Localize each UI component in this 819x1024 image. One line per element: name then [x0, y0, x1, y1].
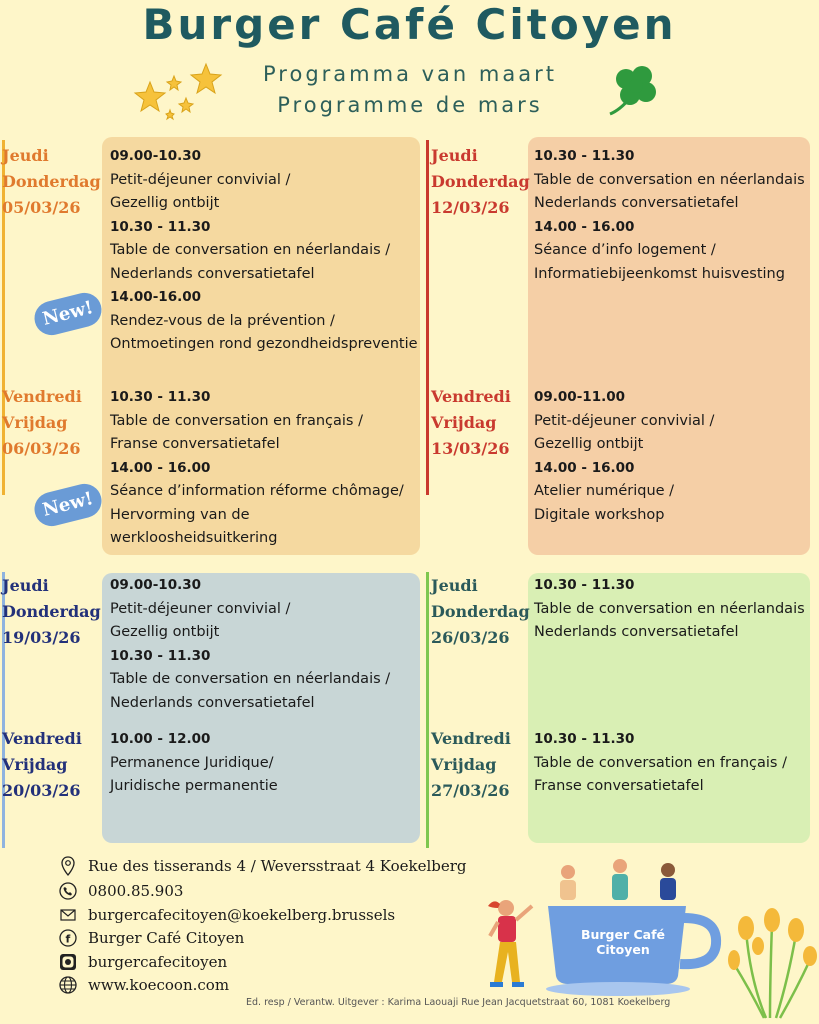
event-description: Table de conversation en néerlandais /	[110, 671, 391, 687]
event-description: Ontmoetingen rond gezondheidspreventie	[110, 336, 418, 352]
event-description: Permanence Juridique/	[110, 754, 274, 771]
event-description: Nederlands conversatietafel	[534, 195, 739, 211]
day-date: 05/03/26	[2, 198, 81, 217]
events-20-03	[110, 728, 278, 799]
instagram-icon	[58, 952, 78, 972]
footer-publisher: Ed. resp / Verantw. Uitgever : Karima Laouaji Rue Jean Jacquetstraat 60, 1081 Koekelberg	[246, 997, 671, 1008]
day-nl: Vrijdag	[2, 755, 68, 774]
contact-website[interactable]: www.koecoon.com	[58, 973, 229, 997]
day-nl: Vrijdag	[2, 413, 68, 432]
day-date: 12/03/26	[431, 198, 510, 217]
day-fr: Jeudi	[431, 576, 478, 595]
event-description: Table de conversation en néerlandais	[534, 171, 805, 188]
subtitle-fr: Programme de mars	[277, 93, 543, 117]
event-description: Nederlands conversatietafel	[110, 694, 315, 711]
new-badge-chomage: New!	[31, 480, 105, 529]
clover-icon	[606, 62, 664, 120]
day-nl: Donderdag	[431, 172, 530, 191]
events-12-03	[534, 145, 805, 286]
event-description: Digitale workshop	[534, 506, 665, 523]
event-time: 10.30 - 11.30	[534, 148, 635, 164]
event-description: Petit-déjeuner convivial /	[110, 171, 291, 188]
event-time: 10.30 - 11.30	[110, 647, 211, 664]
tulips-icon	[726, 900, 818, 1022]
day-date: 13/03/26	[431, 439, 510, 458]
day-nl: Donderdag	[431, 602, 530, 621]
event-time: 10.30 - 11.30	[534, 577, 635, 593]
event-time: 10.30 - 11.30	[534, 731, 635, 747]
events-06-03	[110, 386, 404, 551]
event-description: Franse conversatietafel	[534, 778, 704, 794]
event-description: werkloosheidsuitkering	[110, 530, 278, 546]
events-05-03	[110, 145, 418, 357]
event-description: Petit-déjeuner convivial /	[110, 600, 291, 617]
event-description: Informatiebijeenkomst huisvesting	[534, 265, 785, 282]
day-fr: Jeudi	[431, 146, 478, 165]
event-description: Table de conversation en néerlandais /	[110, 242, 391, 258]
day-date: 19/03/26	[2, 628, 81, 647]
facebook-icon	[58, 928, 78, 948]
svg-text:f: f	[65, 932, 71, 946]
day-label-13-03	[431, 384, 511, 462]
event-time: 10.30 - 11.30	[110, 218, 211, 235]
day-label-20-03	[2, 726, 82, 804]
new-badge-prevention: New!	[31, 289, 105, 338]
day-nl: Donderdag	[2, 602, 101, 621]
event-description: Table de conversation en français /	[534, 754, 787, 771]
event-description: Séance d’information réforme chômage/	[110, 483, 404, 499]
cup-label: Burger Café Citoyen	[580, 927, 666, 957]
contact-phone[interactable]: 0800.85.903	[58, 879, 183, 903]
event-description: Franse conversatietafel	[110, 436, 280, 452]
event-time: 14.00-16.00	[110, 289, 202, 305]
event-description: Nederlands conversatietafel	[534, 624, 739, 640]
events-26-03	[534, 574, 805, 645]
day-fr: Vendredi	[2, 729, 82, 748]
event-description: Juridische permanentie	[110, 778, 278, 794]
event-description: Petit-déjeuner convivial /	[534, 412, 715, 429]
globe-icon	[58, 975, 78, 995]
day-label-05-03	[2, 143, 101, 221]
event-time: 09.00-10.30	[110, 577, 202, 593]
day-label-26-03	[431, 573, 530, 651]
event-description: Table de conversation en néerlandais	[534, 600, 805, 617]
day-fr: Vendredi	[2, 387, 82, 406]
subtitle-nl: Programma van maart	[263, 62, 557, 86]
day-fr: Vendredi	[431, 387, 511, 406]
events-27-03	[534, 728, 787, 799]
event-time: 14.00 - 16.00	[534, 459, 635, 476]
day-fr: Vendredi	[431, 729, 511, 748]
page-title: Burger Café Citoyen	[142, 0, 677, 49]
day-fr: Jeudi	[2, 576, 49, 595]
contact-address: Rue des tisserands 4 / Weversstraat 4 Koekelberg	[58, 854, 467, 878]
event-description: Rendez-vous de la prévention /	[110, 312, 335, 329]
event-time: 14.00 - 16.00	[534, 218, 635, 235]
event-description: Gezellig ontbijt	[110, 624, 220, 640]
day-date: 27/03/26	[431, 781, 510, 800]
day-label-27-03	[431, 726, 511, 804]
event-description: Gezellig ontbijt	[110, 195, 220, 211]
day-fr: Jeudi	[2, 146, 49, 165]
events-19-03	[110, 574, 390, 715]
day-label-19-03	[2, 573, 101, 651]
day-nl: Vrijdag	[431, 413, 497, 432]
woman-illustration-icon	[478, 896, 540, 996]
day-date: 06/03/26	[2, 439, 81, 458]
event-time: 09.00-10.30	[110, 148, 202, 164]
contact-facebook[interactable]: f Burger Café Citoyen	[58, 926, 244, 950]
event-time: 10.30 - 11.30	[110, 389, 211, 405]
contact-email[interactable]: burgercafecitoyen@koekelberg.brussels	[58, 903, 395, 927]
day-label-06-03	[2, 384, 82, 462]
mail-icon	[58, 905, 78, 925]
contact-instagram[interactable]: burgercafecitoyen	[58, 950, 227, 974]
events-13-03	[534, 386, 714, 527]
event-description: Hervorming van de	[110, 506, 250, 523]
day-label-12-03	[431, 143, 530, 221]
day-nl: Vrijdag	[431, 755, 497, 774]
event-description: Gezellig ontbijt	[534, 436, 644, 452]
day-date: 20/03/26	[2, 781, 81, 800]
event-time: 10.00 - 12.00	[110, 731, 211, 747]
week2-left-line	[426, 140, 429, 495]
event-time: 09.00-11.00	[534, 389, 626, 405]
location-pin-icon	[58, 856, 78, 876]
event-time: 14.00 - 16.00	[110, 459, 211, 476]
day-nl: Donderdag	[2, 172, 101, 191]
event-description: Table de conversation en français /	[110, 412, 363, 429]
week4-left-line	[426, 572, 429, 848]
event-description: Atelier numérique /	[534, 483, 675, 499]
day-date: 26/03/26	[431, 628, 510, 647]
phone-icon	[58, 881, 78, 901]
event-description: Séance d’info logement /	[534, 242, 716, 258]
event-description: Nederlands conversatietafel	[110, 265, 315, 282]
stars-icon	[130, 60, 230, 124]
